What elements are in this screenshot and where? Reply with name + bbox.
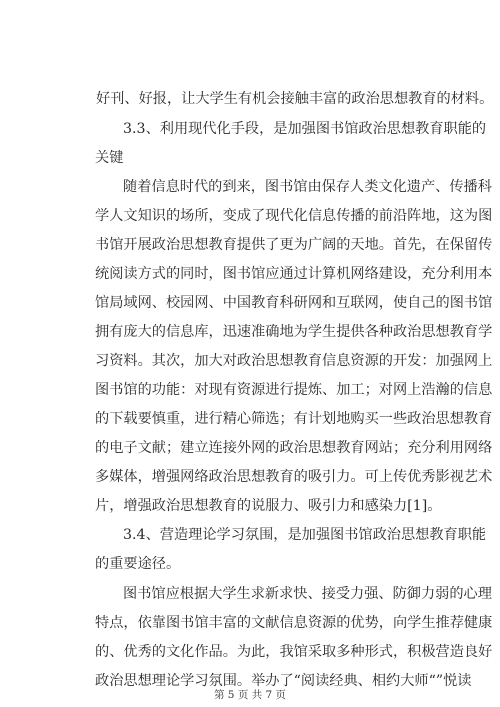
paragraph-line: 统阅读方式的同时，图书馆应通过计算机网络建设，充分利用本 [95,266,493,282]
section-heading: 3.3、利用现代化手段，是加强图书馆政治思想教育职能的 [123,121,487,137]
page-footer: 第 5 页 共 7 页 [213,689,287,701]
paragraph-line: 的下载要慎重，进行精心筛选；有计划地购买一些政治思想教育 [95,411,493,427]
paragraph-line: 的电子文献；建立连接外网的政治思想教育网站；充分利用网络 [95,440,493,456]
paragraph-line: 政治思想理论学习氛围。举办了“阅读经典、相约大师“”悦读 [95,673,472,689]
paragraph-line: 拥有庞大的信息库，迅速准确地为学生提供各种政治思想教育学 [95,324,493,340]
paragraph-line: 片，增强政治思想教育的说服力、吸引力和感染力[1]。 [95,498,442,514]
paragraph-line: 特点，依靠图书馆丰富的文献信息资源的优势，向学生推荐健康 [95,615,493,631]
paragraph-line: 的、优秀的文化作品。为此，我馆采取多种形式，积极营造良好 [95,644,493,660]
paragraph-line: 图书馆的功能：对现有资源进行提炼、加工；对网上浩瀚的信息 [95,382,493,398]
paragraph-line: 图书馆应根据大学生求新求快、接受力强、防御力弱的心理 [123,586,492,602]
section-heading: 3.4、营造理论学习氛围，是加强图书馆政治思想教育职能 [123,527,487,543]
text-line: 好刊、好报，让大学生有机会接触丰富的政治思想教育的材料。 [96,91,494,107]
paragraph-line: 习资料。其次，加大对政治思想教育信息资源的开发：加强网上 [95,353,493,369]
section-heading: 的重要途径。 [95,556,181,572]
paragraph-line: 书馆开展政治思想教育提供了更为广阔的天地。首先，在保留传 [95,237,493,253]
paragraph-line: 馆局域网、校园网、中国教育科研网和互联网，使自己的图书馆 [95,295,493,311]
section-heading: 关键 [95,150,124,166]
paragraph-line: 多媒体，增强网络政治思想教育的吸引力。可上传优秀影视艺术 [95,469,493,485]
paragraph-line: 随着信息时代的到来，图书馆由保存人类文化遗产、传播科 [123,179,492,195]
paragraph-line: 学人文知识的场所，变成了现代化信息传播的前沿阵地，这为图 [95,208,493,224]
